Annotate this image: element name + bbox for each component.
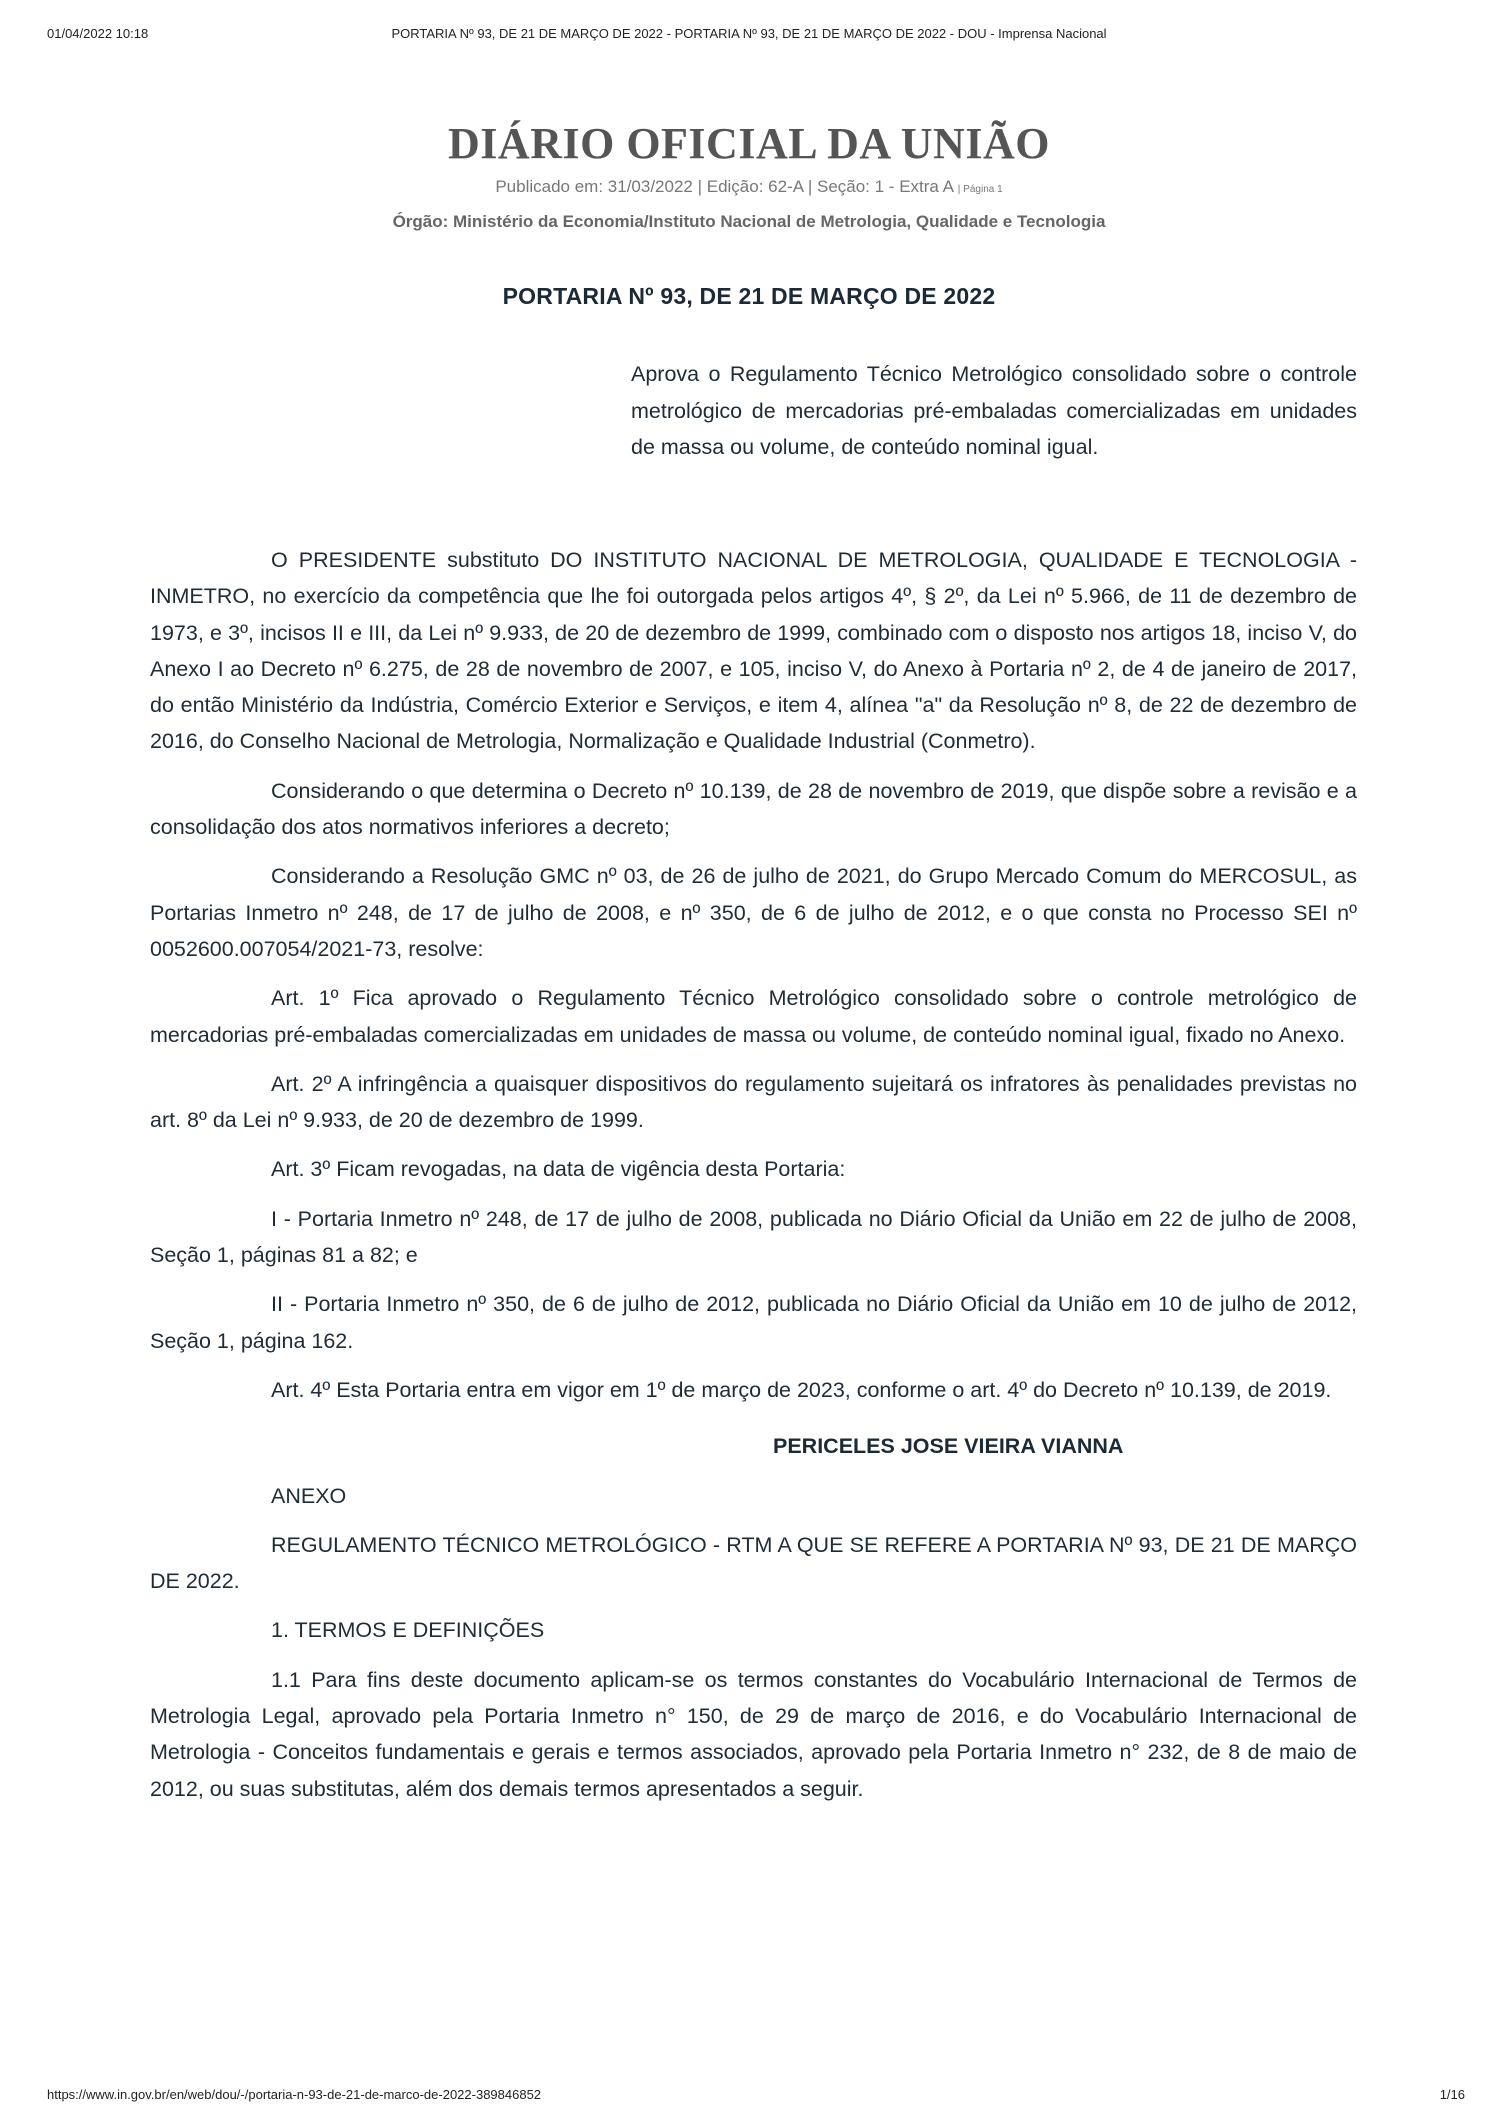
page-number-label: | Página 1 bbox=[957, 184, 1003, 195]
masthead bbox=[0, 118, 1498, 233]
article-3-item-ii: II - Portaria Inmetro nº 350, de 6 de julho de 2012, publicada no Diário Oficial da União em 10 de julho de 2012, Seção 1, página 162. bbox=[150, 1292, 1357, 1353]
article-4: Art. 4º Esta Portaria entra em vigor em 1º de março de 2023, conforme o art. 4º do Decreto nº 10.139, de 2019. bbox=[271, 1377, 1332, 1402]
newspaper-title: DIÁRIO OFICIAL DA UNIÃO bbox=[448, 119, 1050, 168]
publication-details: Publicado em: 31/03/2022 | Edição: 62-A | Seção: 1 - Extra A bbox=[495, 177, 954, 196]
document-title: PORTARIA Nº 93, DE 21 DE MARÇO DE 2022 bbox=[502, 283, 996, 309]
considering-paragraph: Considerando a Resolução GMC nº 03, de 26 de julho de 2021, do Grupo Mercado Comum do MERCOSUL, as Portarias Inmetro nº 248, de 17 de julho de 2008, e nº 350, de 6 de julho de 2012, e o que consta no Processo SEI nº 0052600.007054/2021-73, resolve: bbox=[150, 864, 1357, 961]
print-footer bbox=[0, 2087, 1498, 2105]
article-1: Art. 1º Fica aprovado o Regulamento Técnico Metrológico consolidado sobre o controle metrológico de mercadorias pré-embaladas comercializadas em unidades de massa ou volume, de conteúdo nominal igual, fixado no Anexo. bbox=[150, 986, 1357, 1047]
print-header bbox=[0, 26, 1498, 44]
ementa: Aprova o Regulamento Técnico Metrológico consolidado sobre o controle metrológico de mercadorias pré-embaladas comercializadas em unidades de massa ou volume, de conteúdo nominal igual. bbox=[631, 362, 1357, 459]
article-3: Art. 3º Ficam revogadas, na data de vigência desta Portaria: bbox=[271, 1157, 846, 1182]
signature: PERICELES JOSE VIEIRA VIANNA bbox=[773, 1434, 1124, 1459]
page-counter: 1/16 bbox=[1439, 2087, 1465, 2102]
document-body bbox=[150, 542, 1357, 1820]
considering-paragraph: Considerando o que determina o Decreto nº 10.139, de 28 de novembro de 2019, que dispõe sobre a revisão e a consolidação dos atos normativos inferiores a decreto; bbox=[150, 778, 1357, 840]
article-3-item-i: I - Portaria Inmetro nº 248, de 17 de julho de 2008, publicada no Diário Oficial da União em 22 de julho de 2008, Seção 1, páginas 81 a 82; e bbox=[150, 1206, 1357, 1268]
issuing-organ: Órgão: Ministério da Economia/Instituto Nacional de Metrologia, Qualidade e Tecnologia bbox=[392, 212, 1106, 231]
print-url: https://www.in.gov.br/en/web/dou/-/portaria-n-93-de-21-de-marco-de-2022-389846852 bbox=[47, 2087, 542, 2102]
print-page-title: PORTARIA Nº 93, DE 21 DE MARÇO DE 2022 - PORTARIA Nº 93, DE 21 DE MARÇO DE 2022 - DOU - Imprensa Nacional bbox=[391, 26, 1107, 41]
print-datetime: 01/04/2022 10:18 bbox=[47, 26, 149, 41]
publication-info bbox=[0, 176, 1498, 201]
section-heading: 1. TERMOS E DEFINIÇÕES bbox=[271, 1618, 545, 1643]
article-2: Art. 2º A infringência a quaisquer dispositivos do regulamento sujeitará os infratores às penalidades previstas no art. 8º da Lei nº 9.933, de 20 de dezembro de 1999. bbox=[150, 1071, 1357, 1133]
annex-title: REGULAMENTO TÉCNICO METROLÓGICO - RTM A QUE SE REFERE A PORTARIA Nº 93, DE 21 DE MARÇO DE 2022. bbox=[150, 1532, 1357, 1594]
section-paragraph: 1.1 Para fins deste documento aplicam-se os termos constantes do Vocabulário Internacional de Termos de Metrologia Legal, aprovado pela Portaria Inmetro n° 150, de 29 de março de 2016, e do Vocabulário Internacional de Metrologia - Conceitos fundamentais e gerais e termos associados, aprovado pela Portaria Inmetro n° 232, de 8 de maio de 2012, ou suas substitutas, além dos demais termos apresentados a seguir. bbox=[150, 1667, 1357, 1801]
annex-heading: ANEXO bbox=[271, 1483, 347, 1508]
preamble-paragraph: O PRESIDENTE substituto DO INSTITUTO NACIONAL DE METROLOGIA, QUALIDADE E TECNOLOGIA - INMETRO, no exercício da competência que lhe foi outorgada pelos artigos 4º, § 2º, da Lei nº 5.966, de 11 de dezembro de 1973, e 3º, incisos II e III, da Lei nº 9.933, de 20 de dezembro de 1999, combinado com o disposto nos artigos 18, inciso V, do Anexo I ao Decreto nº 6.275, de 28 de novembro de 2007, e 105, inciso V, do Anexo à Portaria nº 2, de 4 de janeiro de 2017, do então Ministério da Indústria, Comércio Exterior e Serviços, e item 4, alínea "a" da Resolução nº 8, de 22 de dezembro de 2016, do Conselho Nacional de Metrologia, Normalização e Qualidade Industrial (Conmetro). bbox=[150, 548, 1357, 754]
